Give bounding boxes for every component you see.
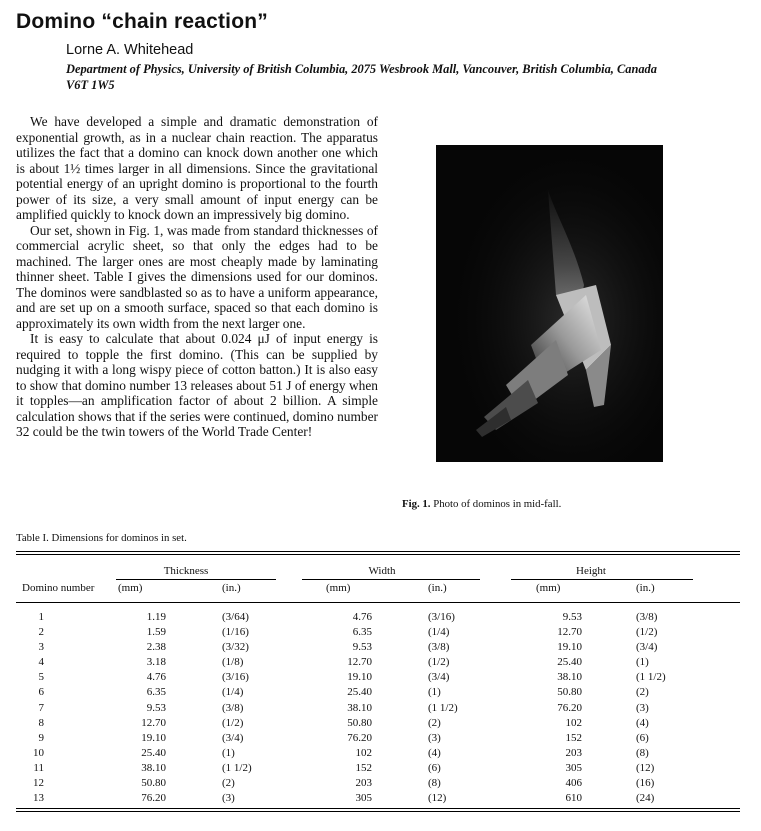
cell-number: 1 xyxy=(38,611,44,623)
cell-thickness-mm: 9.53 xyxy=(146,701,166,714)
cell-width-in: (4) xyxy=(428,746,441,759)
cell-number: 6 xyxy=(38,686,44,699)
cell-width-mm: 6.35 xyxy=(352,626,372,639)
cell-width-mm: 38.10 xyxy=(347,701,372,714)
cell-width-mm: 19.10 xyxy=(347,671,372,684)
cell-thickness-mm: 1.19 xyxy=(146,611,166,623)
table-row xyxy=(16,776,740,791)
article-body xyxy=(16,114,378,440)
cell-width-mm: 152 xyxy=(355,761,372,774)
cell-height-in: (16) xyxy=(636,777,655,790)
cell-height-mm: 152 xyxy=(565,731,582,744)
cell-height-mm: 406 xyxy=(565,777,582,790)
cell-thickness-in: (1/4) xyxy=(222,686,244,699)
table-row xyxy=(16,625,740,640)
cell-width-mm: 305 xyxy=(355,792,372,805)
cell-thickness-mm: 38.10 xyxy=(141,761,166,774)
cell-thickness-mm: 19.10 xyxy=(141,731,166,744)
cell-thickness-in: (1/8) xyxy=(222,656,244,669)
cell-width-mm: 76.20 xyxy=(347,731,372,744)
figure-caption-text: Photo of dominos in mid-fall. xyxy=(433,498,562,510)
cell-height-in: (2) xyxy=(636,686,649,699)
cell-number: 7 xyxy=(38,701,44,714)
figure-caption xyxy=(402,498,561,510)
cell-height-mm: 76.20 xyxy=(557,701,582,714)
table-row xyxy=(16,791,740,806)
cell-height-mm: 305 xyxy=(565,761,582,774)
table-row xyxy=(16,701,740,716)
author-affiliation: Department of Physics, University of British Columbia, 2075 Wesbrook Mall, Vancouver, British Columbia, Canada V6T 1W5 xyxy=(66,62,657,92)
cell-height-mm: 9.53 xyxy=(562,611,582,623)
cell-width-in: (6) xyxy=(428,761,441,774)
cell-thickness-mm: 50.80 xyxy=(141,777,166,790)
cell-thickness-in: (1/16) xyxy=(222,626,249,639)
cell-width-mm: 203 xyxy=(355,777,372,790)
cell-width-in: (1/2) xyxy=(428,656,450,669)
col-height-mm: (mm) xyxy=(536,582,561,594)
cell-height-mm: 12.70 xyxy=(557,626,582,639)
cell-height-mm: 203 xyxy=(565,746,582,759)
body-paragraph: Our set, shown in Fig. 1, was made from standard thicknesses of commercial acrylic sheet, so that only the edges had to be machined. The larger ones are most cheaply made by laminating thinner sheet. Table I gives the dimensions used for our dominos. The dominos were sandblasted so as to have a uniform appearance, and are set up on a smooth surface, spaced so that each domino is approximately its own width from the next larger one. xyxy=(16,222,378,331)
article-title: Domino “chain reaction” xyxy=(16,10,268,33)
table-header-rule xyxy=(16,602,740,603)
cell-width-mm: 50.80 xyxy=(347,716,372,729)
author-name: Lorne A. Whitehead xyxy=(66,42,194,58)
cell-thickness-in: (3/16) xyxy=(222,671,249,684)
cell-width-in: (1) xyxy=(428,686,441,699)
cell-number: 8 xyxy=(38,716,44,729)
cell-width-in: (3/4) xyxy=(428,671,450,684)
group-width: Width xyxy=(368,565,396,577)
col-width-in: (in.) xyxy=(428,582,447,594)
cell-width-in: (1 1/2) xyxy=(428,701,458,714)
cell-height-in: (1) xyxy=(636,656,649,669)
table-row xyxy=(16,610,740,625)
cell-thickness-mm: 3.18 xyxy=(146,656,166,669)
cell-thickness-in: (3/32) xyxy=(222,641,249,654)
cell-thickness-in: (3/64) xyxy=(222,611,249,623)
table-row xyxy=(16,731,740,746)
cell-number: 9 xyxy=(38,731,44,744)
cell-height-in: (8) xyxy=(636,746,649,759)
cell-thickness-in: (3/8) xyxy=(222,701,244,714)
table-row xyxy=(16,655,740,670)
cell-number: 5 xyxy=(38,671,44,684)
cell-number: 2 xyxy=(38,626,44,639)
cell-width-in: (2) xyxy=(428,716,441,729)
col-thickness-in: (in.) xyxy=(222,582,241,594)
cell-height-mm: 102 xyxy=(565,716,582,729)
cell-width-in: (1/4) xyxy=(428,626,450,639)
cell-thickness-mm: 6.35 xyxy=(146,686,166,699)
cell-thickness-mm: 4.76 xyxy=(146,671,166,684)
table-bottom-rule xyxy=(16,808,740,809)
domino-photo-graphic xyxy=(436,145,663,462)
cell-height-in: (3) xyxy=(636,701,649,714)
cell-width-in: (3) xyxy=(428,731,441,744)
group-height-underline xyxy=(511,579,693,580)
table-row xyxy=(16,685,740,700)
figure-label: Fig. 1. xyxy=(402,498,431,510)
cell-thickness-in: (3/4) xyxy=(222,731,244,744)
group-height: Height xyxy=(576,565,606,577)
table-top-rule xyxy=(16,551,740,552)
cell-height-in: (6) xyxy=(636,731,649,744)
col-domino-number: Domino number xyxy=(22,582,95,594)
cell-thickness-mm: 1.59 xyxy=(146,626,166,639)
col-width-mm: (mm) xyxy=(326,582,351,594)
table-bottom-rule-2 xyxy=(16,811,740,812)
cell-height-in: (12) xyxy=(636,761,655,774)
cell-height-mm: 50.80 xyxy=(557,686,582,699)
table-row xyxy=(16,670,740,685)
cell-width-mm: 4.76 xyxy=(352,611,372,623)
cell-width-in: (3/8) xyxy=(428,641,450,654)
cell-width-mm: 25.40 xyxy=(347,686,372,699)
col-thickness-mm: (mm) xyxy=(118,582,143,594)
cell-height-mm: 610 xyxy=(565,792,582,805)
body-paragraph: We have developed a simple and dramatic demonstration of exponential growth, as in a nuclear chain reaction. The apparatus utilizes the fact that a domino can knock down another one which is about 1½ times larger in all dimensions. Since the gravitational potential energy of an upright domino is proportional to the fourth power of its size, a very small amount of input energy can be amplified quickly to knock down an impressively big domino. xyxy=(16,114,378,222)
table-top-rule-2 xyxy=(16,554,740,555)
body-paragraph: It is easy to calculate that about 0.024 μJ of input energy is required to topple the first domino. (This can be supplied by nudging it with a long wispy piece of cotton batton.) It is also easy to show that domino number 13 releases about 51 J of energy when it topples—an amplification factor of about 2 billion. A simple calculation shows that if the series were continued, domino number 32 could be the twin towers of the World Trade Center! xyxy=(16,331,378,439)
cell-thickness-in: (1 1/2) xyxy=(222,761,252,774)
cell-height-in: (1 1/2) xyxy=(636,671,666,684)
cell-width-in: (8) xyxy=(428,777,441,790)
cell-number: 13 xyxy=(33,792,44,805)
cell-number: 4 xyxy=(38,656,44,669)
cell-height-in: (3/4) xyxy=(636,641,658,654)
cell-width-in: (3/16) xyxy=(428,611,455,623)
cell-height-in: (24) xyxy=(636,792,655,805)
cell-width-mm: 9.53 xyxy=(352,641,372,654)
cell-number: 12 xyxy=(33,777,44,790)
cell-width-mm: 102 xyxy=(355,746,372,759)
domino-photo xyxy=(436,145,663,462)
cell-height-mm: 38.10 xyxy=(557,671,582,684)
cell-width-mm: 12.70 xyxy=(347,656,372,669)
cell-thickness-mm: 25.40 xyxy=(141,746,166,759)
cell-height-in: (3/8) xyxy=(636,611,658,623)
table-row xyxy=(16,761,740,776)
group-width-underline xyxy=(302,579,480,580)
cell-height-mm: 25.40 xyxy=(557,656,582,669)
cell-height-in: (1/2) xyxy=(636,626,658,639)
table-row xyxy=(16,640,740,655)
cell-width-in: (12) xyxy=(428,792,447,805)
cell-thickness-mm: 2.38 xyxy=(146,641,166,654)
table-body xyxy=(16,610,740,806)
cell-number: 11 xyxy=(33,761,44,774)
col-height-in: (in.) xyxy=(636,582,655,594)
cell-thickness-in: (3) xyxy=(222,792,235,805)
group-thickness: Thickness xyxy=(163,565,209,577)
cell-thickness-mm: 76.20 xyxy=(141,792,166,805)
cell-height-in: (4) xyxy=(636,716,649,729)
cell-thickness-in: (1/2) xyxy=(222,716,244,729)
cell-height-mm: 19.10 xyxy=(557,641,582,654)
cell-number: 10 xyxy=(33,746,44,759)
table-caption: Table I. Dimensions for dominos in set. xyxy=(16,532,187,544)
cell-thickness-in: (1) xyxy=(222,746,235,759)
group-thickness-underline xyxy=(116,579,276,580)
cell-number: 3 xyxy=(38,641,44,654)
table-row xyxy=(16,746,740,761)
cell-thickness-in: (2) xyxy=(222,777,235,790)
table-row xyxy=(16,716,740,731)
cell-thickness-mm: 12.70 xyxy=(141,716,166,729)
